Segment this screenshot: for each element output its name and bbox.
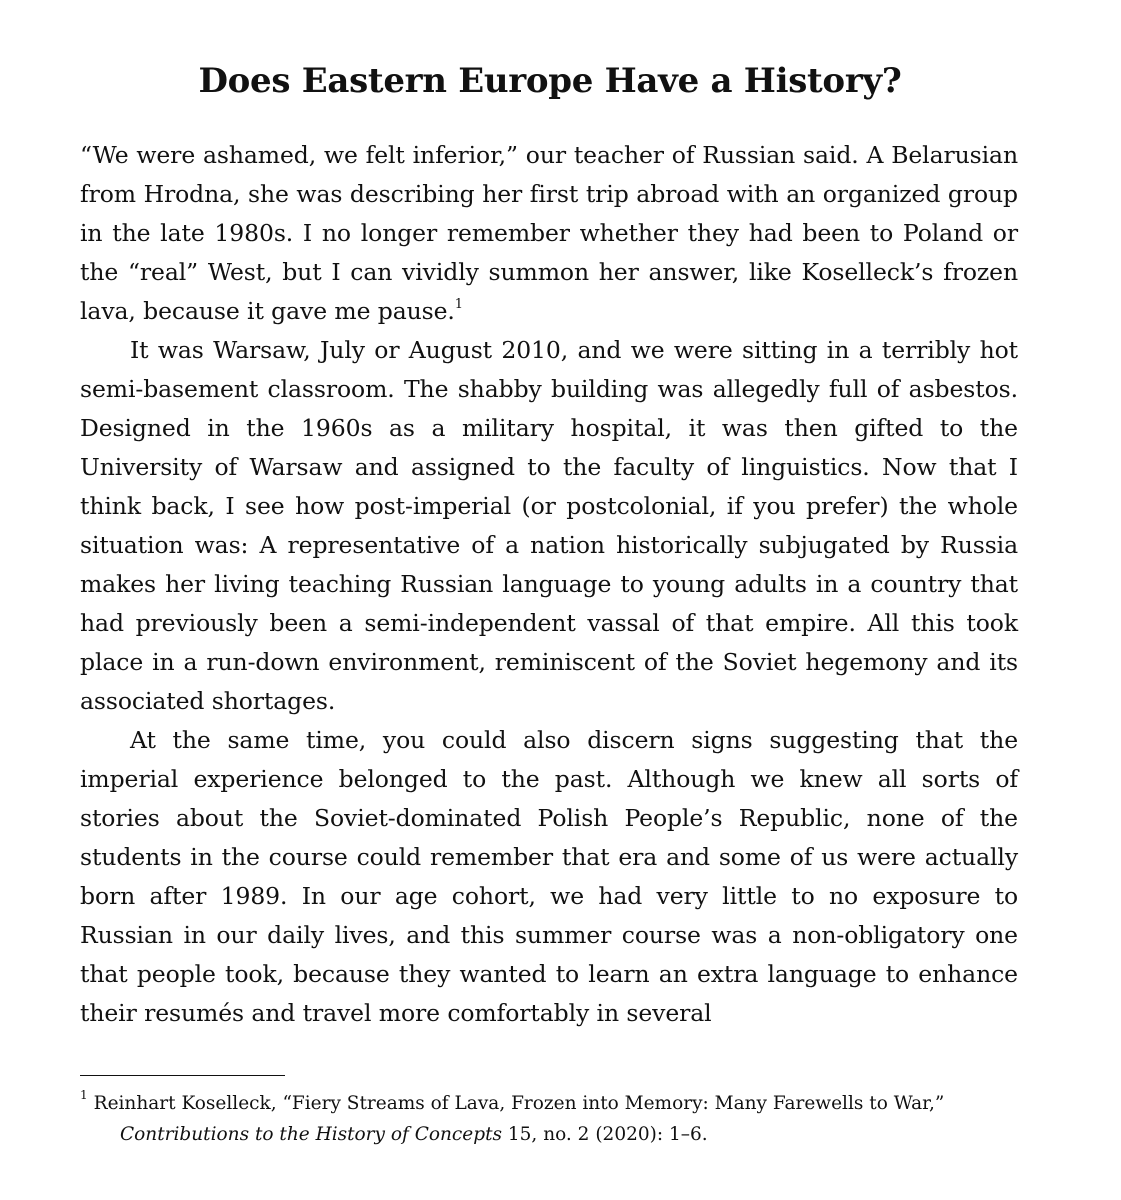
footnote-line-2 (80, 1119, 1040, 1150)
paragraph-2: It was Warsaw, July or August 2010, and we were sitting in a terribly hot semi-basement classroom. The shabby building was allegedly full of asbestos. Designed in the 1960s as a military hospital, it was then gifted to the University of Warsaw and assigned to the faculty of linguistics. Now that I think back, I see how post-imperial (or postcolonial, if you prefer) the whole situation was: A representative of a nation historically subjugated by Russia makes her living teaching Russian language to young adults in a country that had previously been a semi-independent vassal of that empire. All this took place in a run-down environment, reminiscent of the Soviet hegemony and its associated shortages. (80, 336, 1018, 715)
footnote (80, 1088, 1040, 1150)
paragraph-1 (80, 136, 1018, 331)
body-text (80, 136, 1018, 1033)
footnote-citation-text: Reinhart Koselleck, “Fiery Streams of Lava, Frozen into Memory: Many Farewells to War,” (93, 1093, 945, 1114)
chapter-title: Does Eastern Europe Have a History? (198, 61, 902, 101)
footnote-reference[interactable]: 1 (454, 297, 463, 313)
footnote-line-1 (80, 1088, 1040, 1119)
footnote-marker: 1 (80, 1087, 88, 1102)
paragraph-1-text: “We were ashamed, we felt inferior,” our teacher of Russian said. A Belarusian from Hrodna, she was describing her first trip abroad with an organized group in the late 1980s. I no longer remember whether they had been to Poland or the “real” West, but I can vividly summon her answer, like Koselleck’s frozen lava, because it gave me pause. (80, 141, 1018, 325)
footnote-journal-title: Contributions to the History of Concepts (120, 1124, 503, 1145)
footnote-citation-details: 15, no. 2 (2020): 1–6. (502, 1124, 708, 1145)
paragraph-3: At the same time, you could also discern signs suggesting that the imperial experience belonged to the past. Although we knew all sorts of stories about the Soviet-dominated Polish People’s Republic, none of the students in the course could remember that era and some of us were actually born after 1989. In our age cohort, we had very little to no exposure to Russian in our daily lives, and this summer course was a non-obligatory one that people took, because they wanted to learn an extra language to enhance their resumés and travel more comfortably in several (80, 726, 1018, 1027)
footnote-divider (80, 1075, 285, 1076)
